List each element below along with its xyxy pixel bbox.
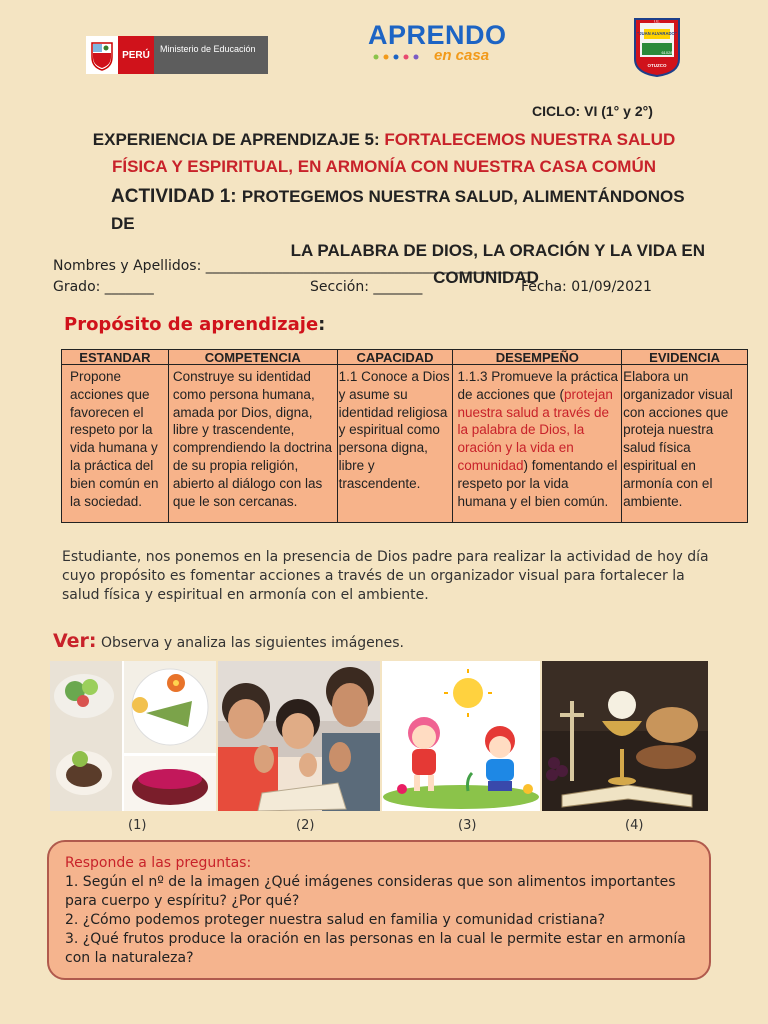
header-evidencia: EVIDENCIA <box>622 350 748 365</box>
header-estandar: ESTANDAR <box>62 350 169 365</box>
activity-title-line1: PROTEGEMOS NUESTRA SALUD, ALIMENTÁNDONOS DE <box>111 187 685 233</box>
desempeno-text-b: ) fomentando el respeto por la vida humana y el bien común. <box>457 457 618 509</box>
ciclo-label: CICLO: VI (1° y 2°) <box>532 103 653 119</box>
aprendo-en-casa-logo <box>368 20 510 70</box>
caption-2: (2) <box>296 818 315 833</box>
experience-title-line2: FÍSICA Y ESPIRITUAL, EN ARMONÍA CON NUESTRA CASA COMÚN <box>111 157 657 176</box>
section-field[interactable]: Sección: _______ <box>310 279 423 295</box>
desempeno-text-a: 1.1.3 Promueve la práctica de acciones que ( <box>457 369 619 402</box>
question-2: 2. ¿Cómo podemos proteger nuestra salud en familia y comunidad cristiana? <box>65 912 606 928</box>
date-field: Fecha: 01/09/2021 <box>521 279 652 295</box>
purpose-colon: : <box>318 314 326 335</box>
cell-evidencia: Elabora un organizador visual con acciones que proteja nuestra salud física espiritual en armonía con el ambiente. <box>622 365 748 523</box>
ver-instruction <box>53 630 404 652</box>
food-image <box>50 661 216 811</box>
activity-label: ACTIVIDAD 1: <box>111 186 242 207</box>
question-1: 1. Según el nº de la imagen ¿Qué imágenes consideras que son alimentos importantes para cuerpo y espíritu? ¿Por qué? <box>65 874 676 909</box>
brand-sub: en casa <box>434 47 490 64</box>
desempeno-text-red: protejan nuestra salud a través de la palabra de Dios, la oración y la vida en comunidad <box>457 386 613 473</box>
dots-icon <box>372 53 424 63</box>
school-label-4: OTUZCO <box>647 63 667 68</box>
coat-of-arms-icon <box>86 36 118 74</box>
names-field[interactable]: Nombres y Apellidos: ______________________________________________ <box>53 258 528 274</box>
children-planting-image <box>382 661 540 811</box>
brand-main: APRENDO <box>368 20 507 50</box>
ver-label: Ver: <box>53 630 97 652</box>
activity-title-line3: COMUNIDAD <box>433 268 539 287</box>
questions-heading: Responde a las preguntas: <box>65 855 252 871</box>
activity-title-line2: LA PALABRA DE DIOS, LA ORACIÓN Y LA VIDA EN <box>290 241 705 260</box>
school-label-1: I.E. <box>653 18 661 24</box>
eucharist-bible-image <box>542 661 708 811</box>
competency-table <box>61 349 748 523</box>
header-capacidad: CAPACIDAD <box>337 350 453 365</box>
learning-purpose-heading <box>64 314 325 335</box>
peru-label: PERÚ <box>118 36 154 74</box>
question-3: 3. ¿Qué frutos produce la oración en las personas en la cual le permite estar en armonía con la naturaleza? <box>65 931 686 966</box>
intro-paragraph: Estudiante, nos ponemos en la presencia de Dios padre para realizar la actividad de hoy día cuyo propósito es fomentar acciones a través de un organizador visual para fortalecer la salud física y espiritual en armonía con el ambiente. <box>62 549 709 603</box>
grade-field[interactable]: Grado: _______ <box>53 279 154 295</box>
school-label-3: 61028 <box>661 50 673 55</box>
cell-competencia: Construye su identidad como persona humana, amada por Dios, digna, libre y trascendente, comprendiendo la doctrina de su propia religión, abierto al diálogo con las que le son cercanas. <box>168 365 337 523</box>
school-label-2: "JUAN ALVARADO" <box>637 31 677 36</box>
purpose-title: Propósito de aprendizaje <box>64 314 319 335</box>
cell-capacidad: 1.1 Conoce a Dios y asume su identidad religiosa y espiritual como persona digna, libre y trascendente. <box>337 365 453 523</box>
ministry-label: Ministerio de Educación <box>154 36 268 74</box>
experience-title-line1: FORTALECEMOS NUESTRA SALUD <box>384 130 676 149</box>
ver-text: Observa y analiza las siguientes imágenes. <box>96 635 405 651</box>
cell-estandar: Propone acciones que favorecen el respeto por la vida humana y la práctica del bien común en la sociedad. <box>62 365 169 523</box>
table-header-row <box>62 350 748 365</box>
activity-title <box>111 183 711 291</box>
experience-label: EXPERIENCIA DE APRENDIZAJE 5: <box>92 130 385 149</box>
header-desempeno: DESEMPEÑO <box>453 350 622 365</box>
caption-1: (1) <box>128 818 147 833</box>
school-crest-logo <box>633 17 681 77</box>
ministry-logo <box>86 36 268 74</box>
questions-box <box>47 840 711 980</box>
experience-title <box>0 126 768 180</box>
family-praying-image <box>218 661 380 811</box>
table-row <box>62 365 748 523</box>
header-competencia: COMPETENCIA <box>168 350 337 365</box>
caption-3: (3) <box>458 818 477 833</box>
cell-desempeno <box>453 365 622 523</box>
caption-4: (4) <box>625 818 644 833</box>
